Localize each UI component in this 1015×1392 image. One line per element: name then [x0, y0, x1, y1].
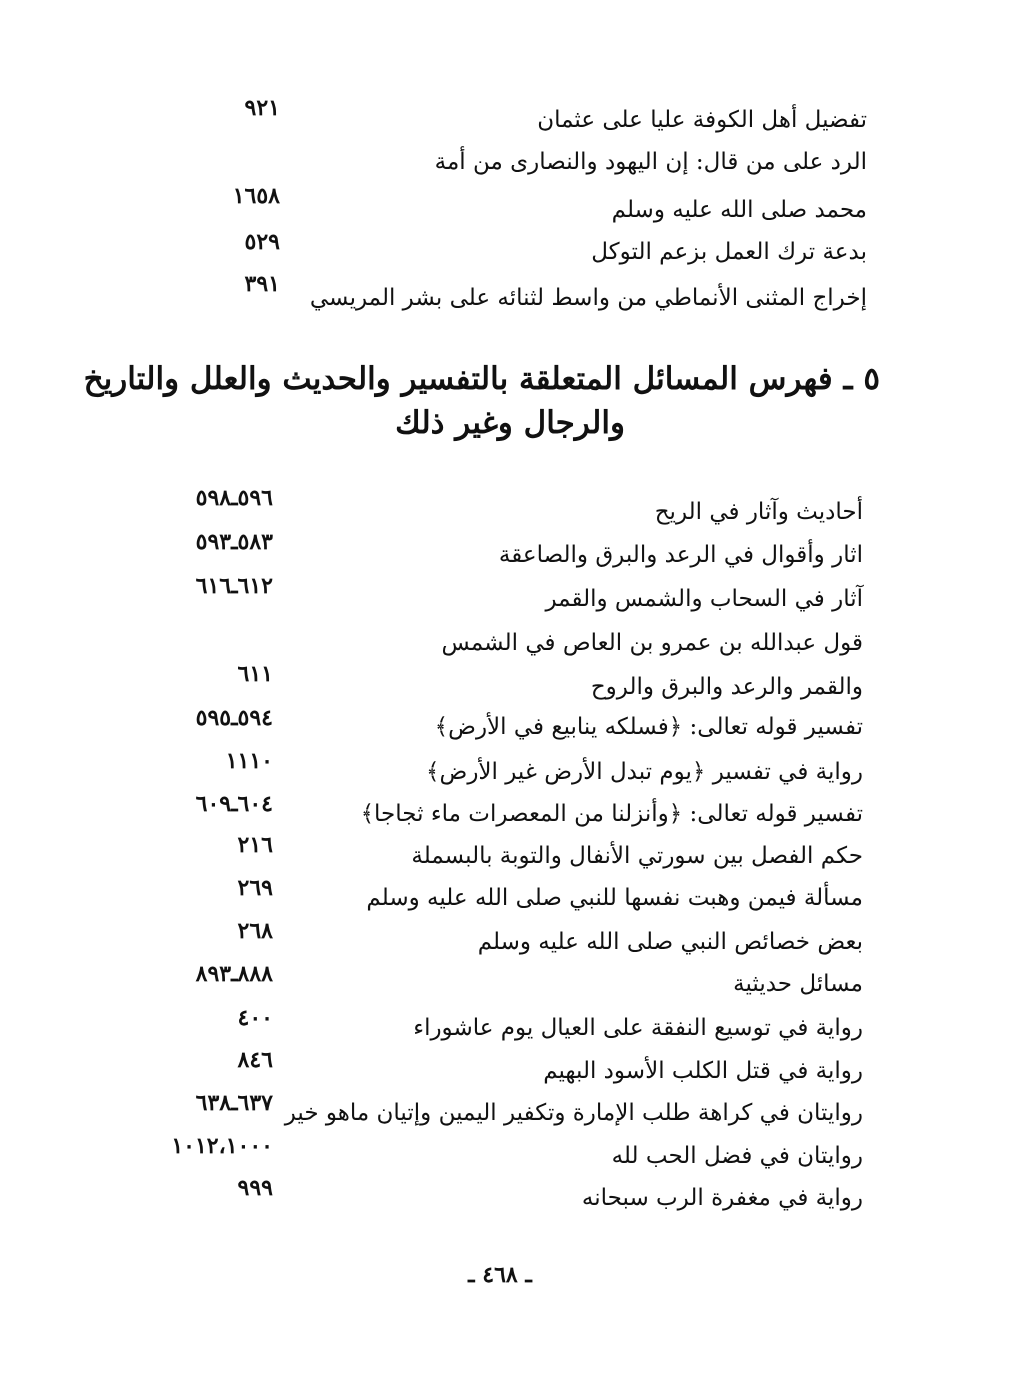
index-entry: قول عبدالله بن عمرو بن العاص في الشمس: [441, 630, 863, 656]
index-entry: روايتان في فضل الحب لله: [611, 1143, 863, 1169]
index-entry: الرد على من قال: إن اليهود والنصارى من أمة: [434, 149, 867, 175]
page-ref: ٥٨٣ـ٥٩٣: [195, 529, 273, 555]
index-entry: مسألة فيمن وهبت نفسها للنبي صلى الله عليه وسلم: [366, 885, 863, 911]
page-ref: ٦١١: [237, 661, 273, 687]
index-entry: تفضيل أهل الكوفة عليا على عثمان: [537, 107, 867, 133]
page-ref: ١٦٥٨: [232, 183, 280, 209]
index-entry: آثار في السحاب والشمس والقمر: [545, 586, 863, 612]
page-ref: ٢٦٩: [237, 875, 273, 901]
page-ref: ٦٣٧ـ٦٣٨: [195, 1090, 273, 1116]
index-entry: رواية في مغفرة الرب سبحانه: [581, 1185, 863, 1211]
page-ref: ١١١٠: [225, 748, 273, 774]
page-ref: ٤٠٠: [237, 1005, 273, 1031]
page-ref: ٦١٢ـ٦١٦: [195, 573, 273, 599]
index-entry: تفسير قوله تعالى: ﴿وأنزلنا من المعصرات ماء ثجاجا﴾: [360, 801, 863, 827]
index-entry: رواية في قتل الكلب الأسود البهيم: [543, 1058, 863, 1084]
section-heading-line2: والرجال وغير ذلك: [395, 405, 625, 441]
page-number: ـ ٤٦٨ ـ: [468, 1262, 532, 1288]
page-ref: ١٠١٢،١٠٠٠: [171, 1133, 273, 1159]
index-entry: أحاديث وآثار في الريح: [654, 499, 863, 525]
index-entry: إخراج المثنى الأنماطي من واسط لثنائه على بشر المريسي: [309, 285, 867, 311]
section-heading-line1: ٥ ـ فهرس المسائل المتعلقة بالتفسير والحديث والعلل والتاريخ: [83, 361, 880, 397]
page-ref: ٥٢٩: [244, 229, 280, 255]
page-ref: ٥٩٤ـ٥٩٥: [195, 705, 273, 731]
page-ref: ٥٩٦ـ٥٩٨: [195, 485, 273, 511]
index-entry: اثار وأقوال في الرعد والبرق والصاعقة: [498, 542, 863, 568]
page-ref: ٢٦٨: [237, 918, 273, 944]
page-ref: ٩٢١: [244, 95, 280, 121]
index-entry: حكم الفصل بين سورتي الأنفال والتوبة بالبسملة: [411, 843, 863, 869]
index-entry: تفسير قوله تعالى: ﴿فسلكه ينابيع في الأرض﴾: [434, 714, 863, 740]
page-ref: ٨٤٦: [237, 1047, 273, 1073]
index-entry: بدعة ترك العمل بزعم التوكل: [591, 239, 867, 265]
index-entry: محمد صلى الله عليه وسلم: [611, 197, 867, 223]
index-entry: رواية في توسيع النفقة على العيال يوم عاشوراء: [413, 1015, 863, 1041]
page-ref: ٢١٦: [237, 832, 273, 858]
index-entry: روايتان في كراهة طلب الإمارة وتكفير اليمين وإتيان ماهو خير: [284, 1100, 863, 1126]
index-entry: بعض خصائص النبي صلى الله عليه وسلم: [477, 929, 863, 955]
page-ref: ٦٠٤ـ٦٠٩: [195, 791, 273, 817]
index-entry: مسائل حديثية: [733, 971, 863, 997]
page-ref: ٩٩٩: [237, 1175, 273, 1201]
page-ref: ٣٩١: [244, 271, 280, 297]
index-entry: رواية في تفسير ﴿يوم تبدل الأرض غير الأرض﴾: [426, 759, 863, 785]
page-ref: ٨٨٨ـ٨٩٣: [195, 961, 273, 987]
index-entry: والقمر والرعد والبرق والروح: [590, 674, 863, 700]
